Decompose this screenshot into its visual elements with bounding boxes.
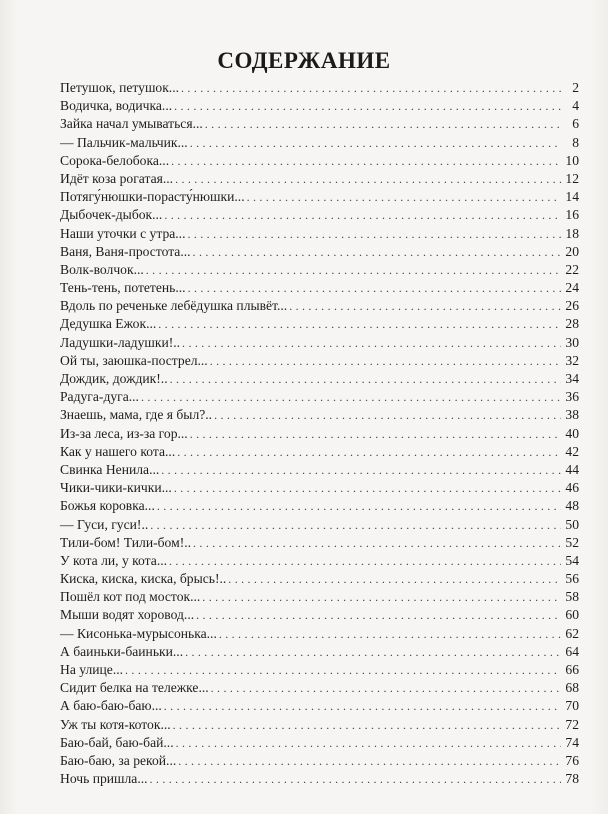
toc-dot-leader bbox=[211, 679, 561, 697]
toc-entry-page-number: 72 bbox=[565, 716, 579, 732]
toc-entry bbox=[60, 188, 579, 206]
toc-entry-page-number: 14 bbox=[565, 189, 579, 205]
toc-entry-page-number: 6 bbox=[572, 116, 579, 132]
toc-dot-leader bbox=[190, 134, 561, 152]
toc-entry-page-number: 42 bbox=[565, 443, 579, 459]
toc-entry bbox=[60, 679, 579, 697]
toc-entry-title: — Гуси, гуси!.. bbox=[60, 516, 149, 532]
toc-entry-page-number: 12 bbox=[565, 170, 579, 186]
toc-entry bbox=[60, 279, 579, 297]
toc-dot-leader bbox=[173, 716, 561, 734]
toc-entry bbox=[60, 588, 579, 606]
toc-dot-leader bbox=[164, 206, 561, 224]
toc-entry bbox=[60, 443, 579, 461]
toc-entry bbox=[60, 170, 579, 188]
toc-dot-leader bbox=[164, 697, 561, 715]
toc-entry-page-number: 52 bbox=[565, 534, 579, 550]
toc-entry-title: Тили-бом! Тили-бом!.. bbox=[60, 534, 192, 550]
toc-entry bbox=[60, 243, 579, 261]
toc-entry bbox=[60, 752, 579, 770]
toc-entry-page-number: 56 bbox=[565, 571, 579, 587]
contents-heading: СОДЕРЖАНИЕ bbox=[217, 48, 391, 73]
toc-entry-title: Тень-тень, потетень... bbox=[60, 280, 186, 296]
toc-entry-title: Божья коровка... bbox=[60, 498, 155, 514]
toc-entry bbox=[60, 734, 579, 752]
toc-dot-leader bbox=[174, 479, 561, 497]
toc-entry bbox=[60, 152, 579, 170]
toc-entry-page-number: 32 bbox=[565, 352, 579, 368]
toc-entry-page-number: 44 bbox=[565, 461, 579, 477]
toc-dot-leader bbox=[289, 297, 561, 315]
toc-entry-title: Чики-чики-кички... bbox=[60, 480, 172, 496]
toc-dot-leader bbox=[188, 279, 561, 297]
toc-entry-page-number: 4 bbox=[572, 98, 579, 114]
toc-dot-leader bbox=[193, 243, 561, 261]
toc-dot-leader bbox=[125, 661, 561, 679]
toc-entry-page-number: 50 bbox=[565, 516, 579, 532]
toc-entry-title: Баю-бай, баю-бай... bbox=[60, 734, 174, 750]
toc-dot-leader bbox=[177, 443, 561, 461]
toc-entry-page-number: 24 bbox=[565, 280, 579, 296]
toc-entry bbox=[60, 370, 579, 388]
toc-entry-page-number: 18 bbox=[565, 225, 579, 241]
toc-dot-leader bbox=[150, 516, 561, 534]
toc-entry-page-number: 70 bbox=[565, 698, 579, 714]
toc-entry bbox=[60, 115, 579, 133]
toc-entry-page-number: 22 bbox=[565, 261, 579, 277]
toc-dot-leader bbox=[174, 97, 561, 115]
toc-entry-title: — Кисонька-мурысонька... bbox=[60, 625, 217, 641]
toc-entry-title: Потягу́нюшки-порасту́нюшки... bbox=[60, 189, 245, 205]
toc-entry-title: Как у нашего кота... bbox=[60, 443, 176, 459]
toc-dot-leader bbox=[182, 334, 561, 352]
toc-entry-title: А баиньки-баиньки... bbox=[60, 643, 184, 659]
toc-entry-title: Наши уточки с утра... bbox=[60, 225, 186, 241]
toc-entry bbox=[60, 352, 579, 370]
toc-entry-title: Пошёл кот под мосток... bbox=[60, 589, 201, 605]
toc-entry-title: А баю-баю-баю... bbox=[60, 698, 162, 714]
toc-entry-page-number: 8 bbox=[572, 134, 579, 150]
toc-dot-leader bbox=[190, 425, 561, 443]
toc-entry-title: Баю-баю, за рекой... bbox=[60, 752, 177, 768]
toc-entry bbox=[60, 625, 579, 643]
toc-entry bbox=[60, 770, 579, 788]
toc-entry-title: На улице... bbox=[60, 662, 124, 677]
toc-entry-page-number: 10 bbox=[565, 152, 579, 168]
toc-dot-leader bbox=[247, 188, 561, 206]
toc-entry bbox=[60, 425, 579, 443]
toc-entry-page-number: 16 bbox=[565, 207, 579, 223]
toc-entry-title: Ладушки-ладушки!.. bbox=[60, 334, 181, 350]
toc-entry-title: Киска, киска, киска, брысь!.. bbox=[60, 571, 227, 587]
toc-entry-title: У кота ли, у кота... bbox=[60, 552, 168, 568]
toc-entry-page-number: 54 bbox=[565, 552, 579, 568]
toc-entry-page-number: 78 bbox=[565, 771, 579, 787]
toc-entry-page-number: 30 bbox=[565, 334, 579, 350]
toc-entry bbox=[60, 206, 579, 224]
toc-entry bbox=[60, 570, 579, 588]
toc-entry bbox=[60, 606, 579, 624]
toc-dot-leader bbox=[185, 643, 561, 661]
toc-entry-title: Свинка Ненила... bbox=[60, 461, 160, 477]
toc-entry-title: Петушок, петушок... bbox=[60, 80, 180, 95]
toc-entry-page-number: 48 bbox=[565, 498, 579, 514]
toc-entry-page-number: 28 bbox=[565, 316, 579, 332]
toc-entry-title: Ой ты, заюшка-пострел... bbox=[60, 352, 208, 368]
toc-entry bbox=[60, 388, 579, 406]
toc-entry-page-number: 34 bbox=[565, 371, 579, 386]
toc-dot-leader bbox=[146, 261, 561, 279]
toc-dot-leader bbox=[158, 315, 561, 333]
toc-entry bbox=[60, 315, 579, 333]
toc-dot-leader bbox=[171, 152, 561, 170]
toc-entry bbox=[60, 134, 579, 152]
toc-dot-leader bbox=[161, 461, 561, 479]
toc-dot-leader bbox=[228, 570, 561, 588]
toc-entry-page-number: 40 bbox=[565, 425, 579, 441]
toc-entry-page-number: 64 bbox=[565, 643, 579, 659]
toc-entry bbox=[60, 334, 579, 352]
toc-entry-page-number: 2 bbox=[572, 80, 579, 95]
toc-entry-page-number: 46 bbox=[565, 480, 579, 496]
toc-entry-title: Мыши водят хоровод... bbox=[60, 607, 195, 623]
toc-entry bbox=[60, 534, 579, 552]
toc-entry-page-number: 20 bbox=[565, 243, 579, 259]
toc-dot-leader bbox=[196, 606, 561, 624]
toc-entry bbox=[60, 516, 579, 534]
toc-entry bbox=[60, 225, 579, 243]
toc-dot-leader bbox=[178, 752, 561, 770]
toc-entry-page-number: 26 bbox=[565, 298, 579, 314]
toc-entry-title: Вдоль по реченьке лебёдушка плывёт... bbox=[60, 298, 288, 314]
toc-dot-leader bbox=[202, 588, 561, 606]
toc-dot-leader bbox=[176, 734, 561, 752]
toc-dot-leader bbox=[170, 370, 561, 388]
toc-entry-page-number: 38 bbox=[565, 407, 579, 423]
toc-entry-title: Ночь пришла... bbox=[60, 771, 148, 787]
toc-dot-leader bbox=[214, 406, 561, 424]
toc-entry-title: Дедушка Ежок... bbox=[60, 316, 157, 332]
toc-entry-title: Дождик, дождик!.. bbox=[60, 371, 168, 386]
toc-entry-page-number: 76 bbox=[565, 752, 579, 768]
toc-entry-page-number: 58 bbox=[565, 589, 579, 605]
toc-entry-title: Дыбочек-дыбок... bbox=[60, 207, 163, 223]
toc-entry bbox=[60, 261, 579, 279]
toc-entry bbox=[60, 461, 579, 479]
toc-entry-page-number: 60 bbox=[565, 607, 579, 623]
toc-entry bbox=[60, 479, 579, 497]
toc-entry-title: Радуга-дуга... bbox=[60, 389, 139, 405]
toc-entry bbox=[60, 697, 579, 715]
toc-entry-title: Ваня, Ваня-простота... bbox=[60, 243, 191, 259]
toc-dot-leader bbox=[169, 552, 561, 570]
table-of-contents bbox=[60, 79, 579, 788]
toc-dot-leader bbox=[210, 352, 561, 370]
toc-entry-page-number: 66 bbox=[565, 662, 579, 677]
toc-dot-leader bbox=[181, 79, 561, 97]
toc-entry-page-number: 62 bbox=[565, 625, 579, 641]
toc-entry-title: Сидит белка на тележке... bbox=[60, 680, 209, 696]
toc-entry-title: Из-за леса, из-за гор... bbox=[60, 425, 188, 441]
toc-entry bbox=[60, 552, 579, 570]
toc-entry-title: Сорока-белобока... bbox=[60, 152, 170, 168]
toc-entry-title: Уж ты котя-коток... bbox=[60, 716, 171, 732]
toc-entry bbox=[60, 79, 579, 97]
toc-dot-leader bbox=[219, 625, 561, 643]
toc-dot-leader bbox=[141, 388, 561, 406]
toc-entry bbox=[60, 661, 579, 679]
toc-entry-page-number: 68 bbox=[565, 680, 579, 696]
toc-entry bbox=[60, 716, 579, 734]
toc-entry-page-number: 74 bbox=[565, 734, 579, 750]
toc-entry-title: Волк-волчок... bbox=[60, 261, 144, 277]
toc-dot-leader bbox=[205, 115, 561, 133]
toc-entry-title: — Пальчик-мальчик... bbox=[60, 134, 188, 150]
toc-entry-page-number: 36 bbox=[565, 389, 579, 405]
toc-dot-leader bbox=[193, 534, 561, 552]
toc-entry-title: Знаешь, мама, где я был?.. bbox=[60, 407, 213, 423]
toc-entry bbox=[60, 297, 579, 315]
toc-dot-leader bbox=[150, 770, 561, 788]
toc-entry-title: Зайка начал умываться... bbox=[60, 116, 203, 132]
toc-entry bbox=[60, 406, 579, 424]
toc-entry-title: Водичка, водичка... bbox=[60, 98, 173, 114]
toc-dot-leader bbox=[157, 497, 561, 515]
toc-entry bbox=[60, 97, 579, 115]
toc-entry bbox=[60, 643, 579, 661]
toc-entry bbox=[60, 497, 579, 515]
toc-dot-leader bbox=[175, 170, 561, 188]
toc-entry-title: Идёт коза рогатая... bbox=[60, 170, 174, 186]
toc-dot-leader bbox=[187, 225, 561, 243]
